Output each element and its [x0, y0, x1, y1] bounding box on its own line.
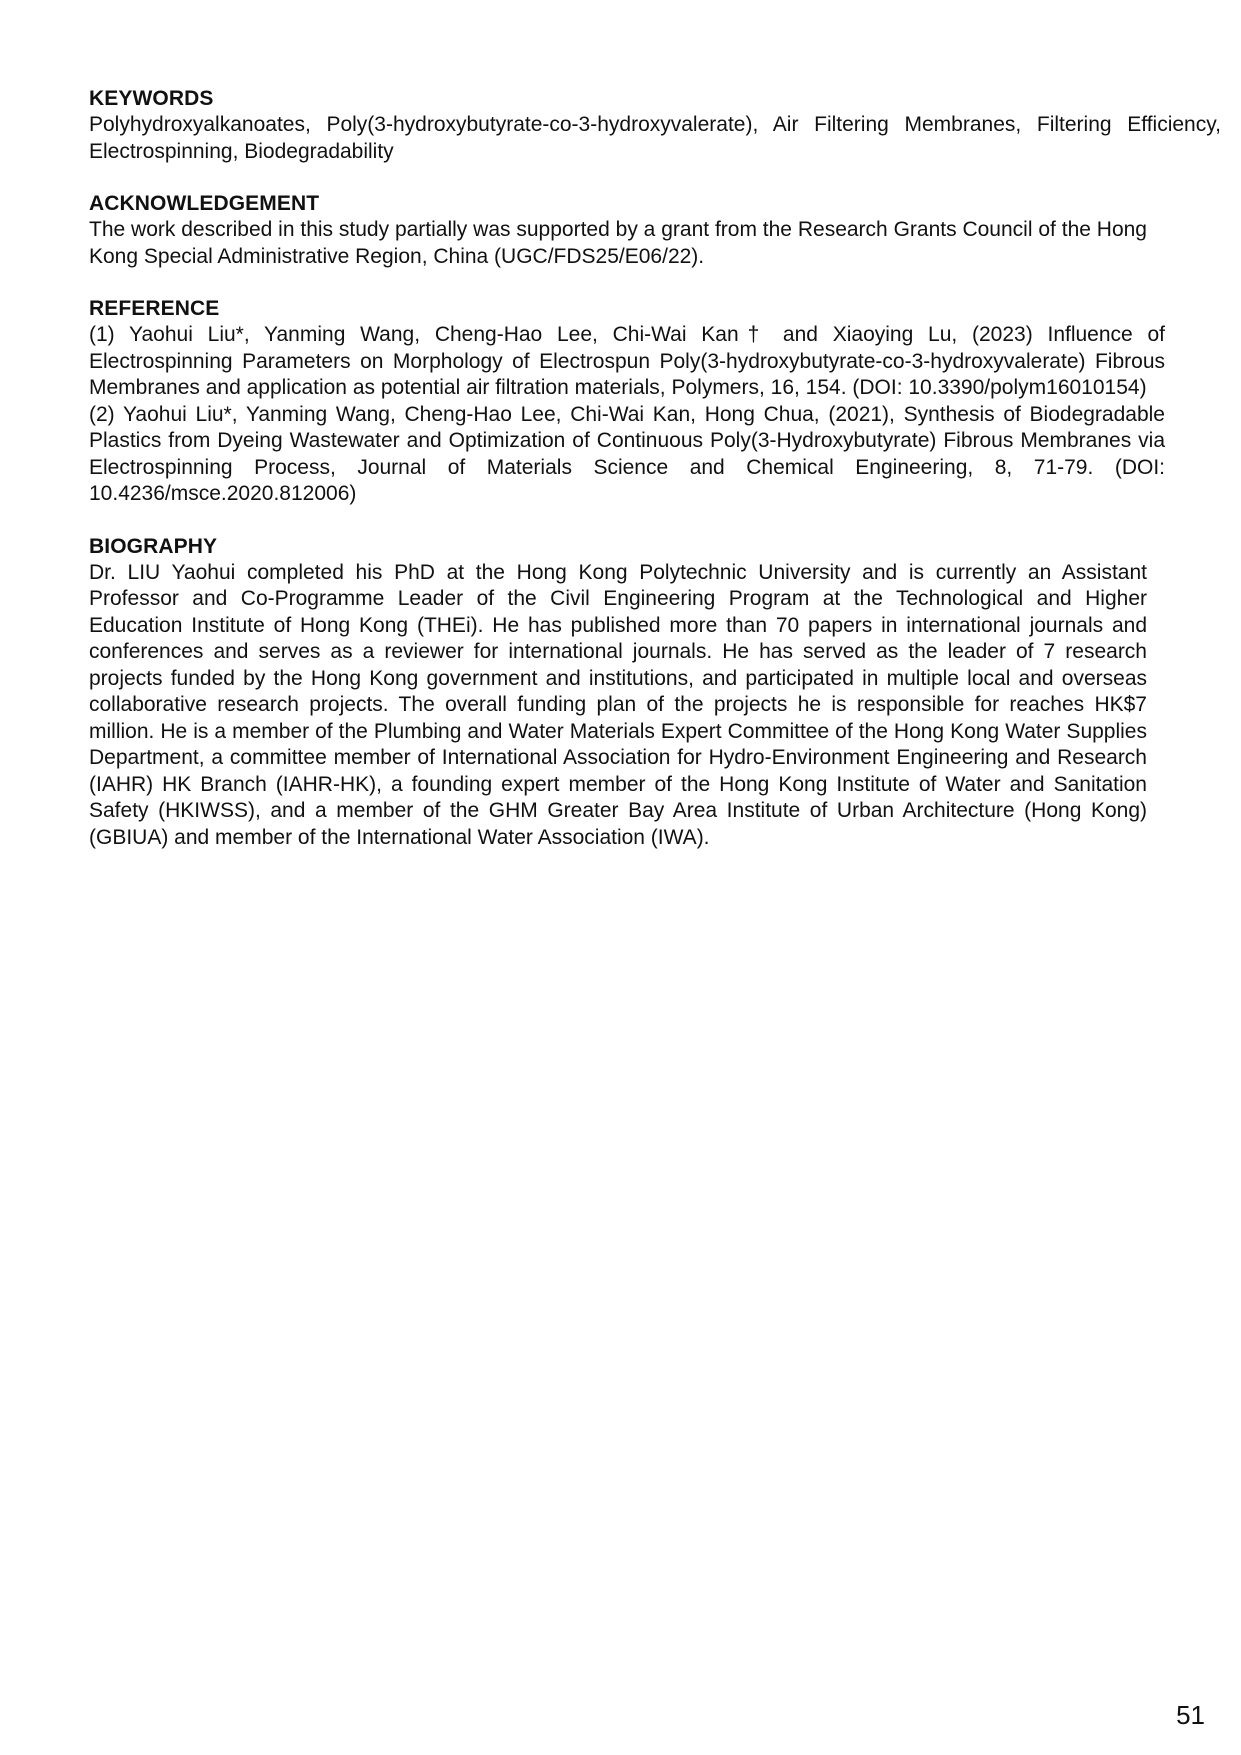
biography-text: Dr. LIU Yaohui completed his PhD at the Hong Kong Polytechnic University and is currently an Assistant Professor and Co-Programme Leader of the Civil Engineering Program at the Technological and Higher Education Institute of Hong Kong (THEi). He has published more than 70 papers in international journals and conferences and serves as a reviewer for international journals. He has served as the leader of 7 research projects funded by the Hong Kong government and institutions, and participated in multiple local and overseas collaborative research projects. The overall funding plan of the projects he is responsible for reaches HK$7 million. He is a member of the Plumbing and Water Materials Expert Committee of the Hong Kong Water Supplies Department, a committee member of International Association for Hydro-Environment Engineering and Research (IAHR) HK Branch (IAHR-HK), a founding expert member of the Hong Kong Institute of Water and Sanitation Safety (HKIWSS), and a member of the GHM Greater Bay Area Institute of Urban Architecture (Hong Kong) (GBIUA) and member of the International Water Association (IWA). — [89, 560, 1147, 849]
acknowledgement-text: The work described in this study partially was supported by a grant from the Research Grants Council of the Hong Kong Special Administrative Region, China (UGC/FDS25/E06/22). — [89, 218, 1147, 268]
page-number: 51 — [1176, 1700, 1205, 1730]
keywords-heading: KEYWORDS — [89, 87, 214, 110]
acknowledgement-section — [89, 191, 1147, 270]
reference-heading: REFERENCE — [89, 297, 220, 320]
reference-item-2: (2) Yaohui Liu*, Yanming Wang, Cheng-Hao Lee, Chi-Wai Kan, Hong Chua, (2021), Synthesis of Biodegradable Plastics from Dyeing Wastewater and Optimization of Continuous Poly(3-Hydroxybutyrate) Fibrous Membranes via Electrospinning Process, Journal of Materials Science and Chemical Engineering, 8, 71-79. (DOI: 10.4236/msce.2020.812006) — [89, 402, 1165, 505]
biography-section — [89, 534, 1147, 852]
keywords-text: Polyhydroxyalkanoates, Poly(3-hydroxybutyrate-co-3-hydroxyvalerate), Air Filtering Membranes, Filtering Efficiency, Electrospinning, Biodegradability — [89, 113, 1221, 163]
reference-list — [89, 322, 1165, 508]
reference-item-1: (1) Yaohui Liu*, Yanming Wang, Cheng-Hao Lee, Chi-Wai Kan† and Xiaoying Lu, (2023) Influence of Electrospinning Parameters on Morphology of Electrospun Poly(3-hydroxybutyrate-co-3-hydroxyvalerate) Fibrous Membranes and application as potential air filtration materials, Polymers, 16, 154. (DOI: 10.3390/polym16010154) — [89, 323, 1165, 399]
reference-section — [89, 296, 1165, 508]
keywords-section — [89, 86, 1221, 165]
biography-heading: BIOGRAPHY — [89, 534, 218, 558]
acknowledgement-heading: ACKNOWLEDGEMENT — [89, 192, 320, 215]
document-page — [89, 86, 1221, 877]
